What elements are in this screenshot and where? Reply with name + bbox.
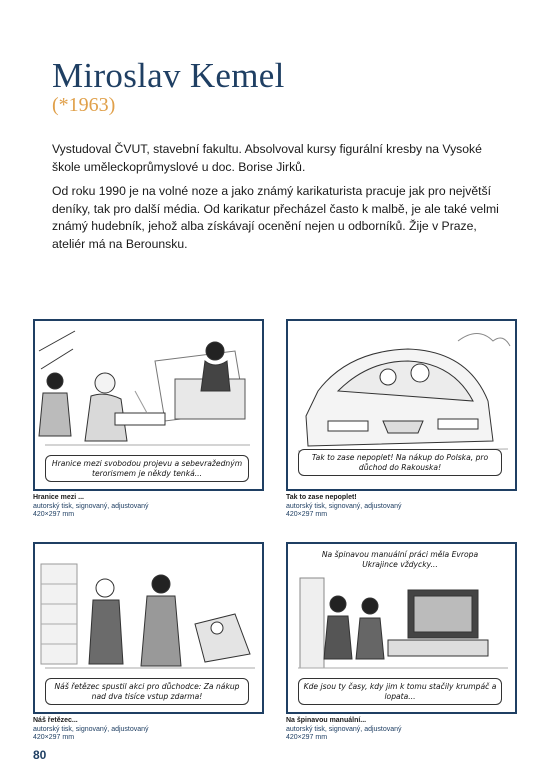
artwork-image[interactable] [33, 319, 264, 491]
artwork-technique: autorský tisk, signovaný, adjustovaný [286, 725, 402, 733]
cartoon-caption: Hranice mezi svobodou projevu a sebevražedným terorismem je někdy tenká... [45, 455, 249, 482]
artwork-size: 420×297 mm [33, 511, 75, 519]
artwork-card[interactable] [33, 319, 264, 520]
artwork-image[interactable] [286, 542, 517, 714]
page-number: 80 [33, 748, 47, 762]
artwork-meta [286, 717, 517, 743]
artwork-meta [286, 494, 517, 520]
cartoon-caption-top: Na špinavou manuální práci měla Evropa Ukrajince vždycky... [302, 547, 498, 572]
artwork-technique: autorský tisk, signovaný, adjustovaný [33, 502, 149, 510]
artist-name: Miroslav Kemel [52, 56, 285, 95]
artwork-technique: autorský tisk, signovaný, adjustovaný [286, 502, 402, 510]
artwork-technique: autorský tisk, signovaný, adjustovaný [33, 725, 149, 733]
artwork-title: Náš řetězec... [33, 717, 78, 724]
cartoon-caption: Kde jsou ty časy, kdy jim k tomu stačily krumpáč a lopata... [298, 678, 502, 705]
artist-birth-year: (*1963) [52, 94, 116, 116]
artwork-card[interactable] [286, 542, 517, 743]
artwork-image[interactable] [33, 542, 264, 714]
artwork-card[interactable] [286, 319, 517, 520]
artwork-meta [33, 494, 264, 520]
artwork-size: 420×297 mm [286, 511, 328, 519]
artwork-title: Na špinavou manuální... [286, 717, 367, 724]
artwork-card[interactable] [33, 542, 264, 743]
artwork-title: Hranice mezi ... [33, 494, 84, 501]
artwork-size: 420×297 mm [286, 734, 328, 742]
artwork-meta [33, 717, 264, 743]
artist-bio [52, 141, 504, 261]
cartoon-caption: Náš řetězec spustil akci pro důchodce: Za nákup nad dva tisíce vstup zdarma! [45, 678, 249, 705]
artwork-size: 420×297 mm [33, 734, 75, 742]
bio-paragraph: Od roku 1990 je na volné noze a jako známý karikaturista pracuje jak pro největší deníky, tak pro další média. Od karikatur přecházel často k malbě, je ale také velmi známý hudebník, jehož alba získávají ocenění nejen u odborníků. Žije v Praze, ateliér má na Berounsku. [52, 184, 499, 251]
artwork-image[interactable] [286, 319, 517, 491]
bio-paragraph: Vystudoval ČVUT, stavební fakultu. Absolvoval kursy figurální kresby na Vysoké škole uměleckoprůmyslové u doc. Borise Jirků. [52, 142, 482, 174]
cartoon-caption: Tak to zase nepoplet! Na nákup do Polska, pro důchod do Rakouska! [298, 449, 502, 476]
artwork-title: Tak to zase nepoplet! [286, 494, 357, 501]
